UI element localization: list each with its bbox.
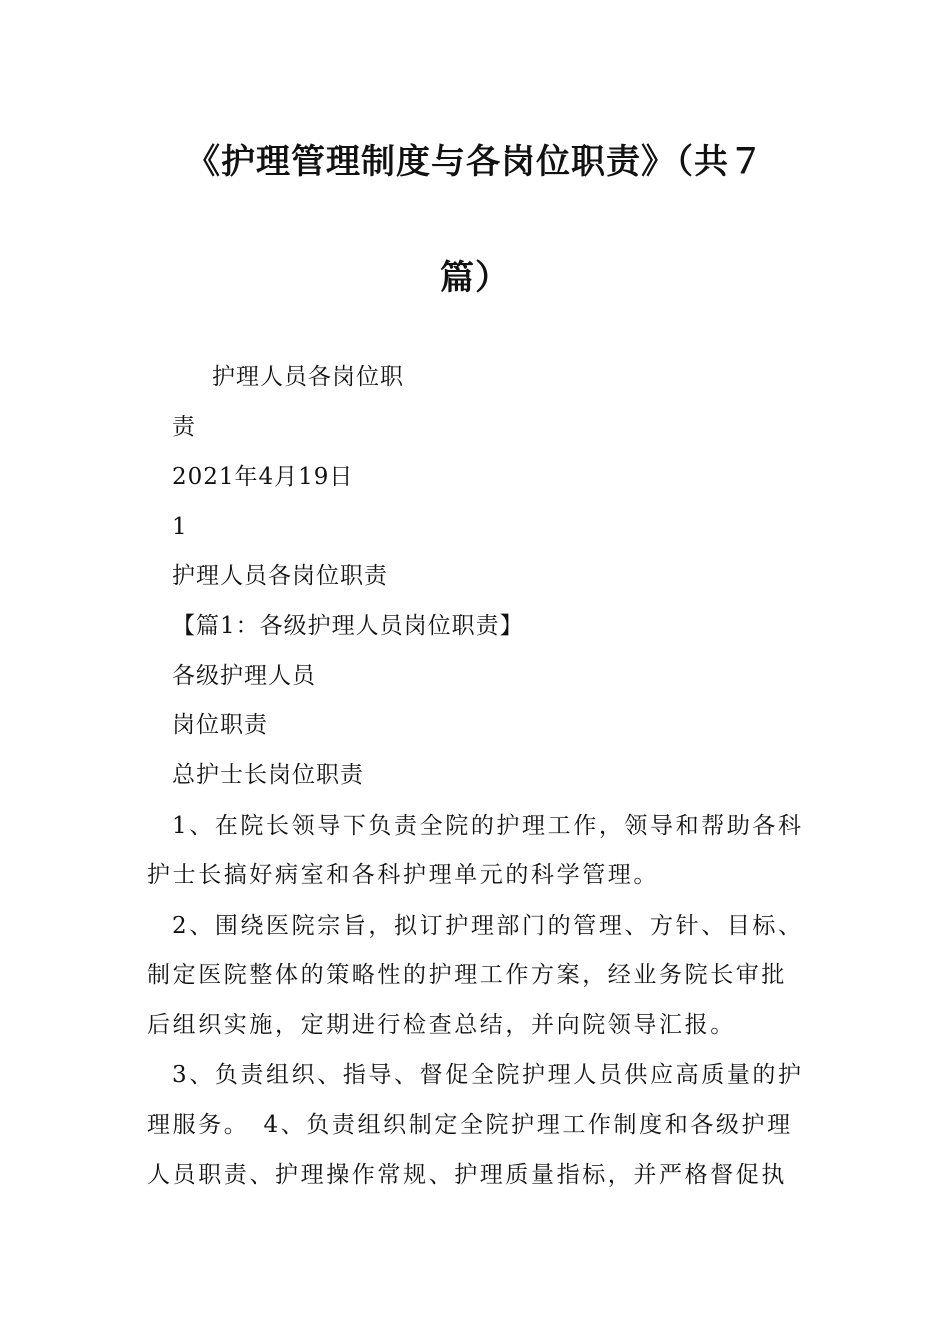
paragraph-line: 后组织实施，定期进行检查总结，并向院领导汇报。 (147, 1012, 736, 1038)
document-title-line-1: 《护理管理制度与各岗位职责》（共７ (186, 142, 764, 182)
paragraph-line: 人员职责、护理操作常规、护理质量指标，并严格督促执 (147, 1162, 787, 1188)
text-line: 岗位职责 (172, 712, 268, 738)
paragraph-line: 2、围绕医院宗旨，拟订护理部门的管理、方针、目标、 (172, 913, 804, 939)
subsection-heading: 总护士长岗位职责 (172, 762, 364, 788)
paragraph-line: 3、负责组织、指导、督促全院护理人员供应高质量的护 (172, 1062, 804, 1088)
paragraph-line: 理服务。 4、负责组织制定全院护理工作制度和各级护理 (147, 1112, 793, 1138)
paragraph-line: 制定医院整体的策略性的护理工作方案，经业务院长审批 (147, 962, 787, 988)
chapter-heading: 【篇1：各级护理人员岗位职责】 (172, 613, 524, 639)
document-title-line-2: 篇） (440, 258, 510, 298)
paragraph-line: 1、在院长领导下负责全院的护理工作，领导和帮助各科 (172, 813, 804, 839)
text-line: 各级护理人员 (172, 663, 316, 689)
date-line: 2021年4月19日 (172, 464, 354, 490)
paragraph-line: 护士长搞好病室和各科护理单元的科学管理。 (147, 862, 659, 888)
section-heading: 护理人员各岗位职责 (172, 563, 388, 589)
text-line: 责 (172, 414, 196, 440)
page-number-line: 1 (172, 514, 188, 540)
text-line: 护理人员各岗位职 (212, 364, 404, 390)
